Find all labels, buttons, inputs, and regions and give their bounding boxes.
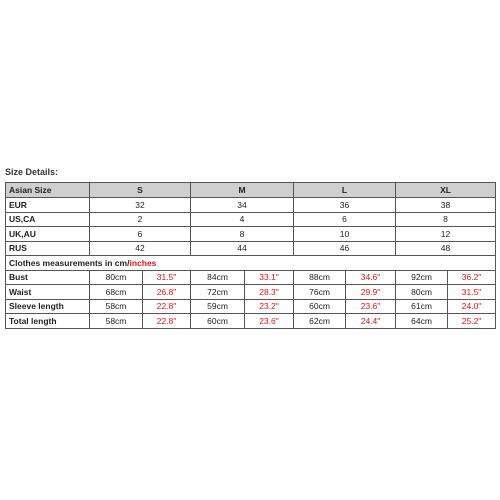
table-cell-cm: 72cm (191, 285, 245, 300)
header-label: Asian Size (6, 183, 90, 198)
table-cell-inch: 24.4" (346, 314, 396, 329)
table-cell: 8 (396, 212, 496, 227)
table-cell: 44 (191, 241, 294, 256)
row-label-eur: EUR (6, 198, 90, 213)
table-cell-inch: 26.8" (143, 285, 191, 300)
row-label-us-ca: US,CA (6, 212, 90, 227)
table-cell: 10 (294, 227, 396, 242)
table-cell: 6 (294, 212, 396, 227)
size-header-xl: XL (396, 183, 496, 198)
row-label-sleeve-length: Sleeve length (6, 299, 90, 314)
measurements-title-prefix: Clothes measurements in cm/ (9, 257, 130, 268)
table-cell-cm: 80cm (90, 270, 143, 285)
table-cell: 4 (191, 212, 294, 227)
table-cell-inch: 34.6" (346, 270, 396, 285)
table-cell: 48 (396, 241, 496, 256)
table-cell-cm: 59cm (191, 299, 245, 314)
table-row (6, 299, 496, 314)
table-row (6, 241, 496, 256)
table-cell: 8 (191, 227, 294, 242)
table-row (6, 270, 496, 285)
table-cell-inch: 31.5" (143, 270, 191, 285)
table-cell-cm: 80cm (396, 285, 448, 300)
row-label-bust: Bust (6, 270, 90, 285)
table-row (6, 227, 496, 242)
row-label-total-length: Total length (6, 314, 90, 329)
row-label-uk-au: UK,AU (6, 227, 90, 242)
table-cell: 34 (191, 198, 294, 213)
table-cell-inch: 23.6" (346, 299, 396, 314)
table-cell: 12 (396, 227, 496, 242)
table-cell-inch: 23.6" (245, 314, 294, 329)
row-label-rus: RUS (6, 241, 90, 256)
table-row (6, 285, 496, 300)
size-chart-table (5, 182, 496, 329)
table-cell: 6 (90, 227, 191, 242)
table-cell: 32 (90, 198, 191, 213)
table-row (6, 314, 496, 329)
table-cell-cm: 60cm (294, 299, 346, 314)
table-cell: 42 (90, 241, 191, 256)
table-cell-inch: 23.2" (245, 299, 294, 314)
table-row (6, 212, 496, 227)
measurements-title (6, 256, 496, 271)
table-cell-inch: 36.2" (448, 270, 496, 285)
table-cell: 38 (396, 198, 496, 213)
size-header-m: M (191, 183, 294, 198)
size-header-l: L (294, 183, 396, 198)
table-cell-cm: 61cm (396, 299, 448, 314)
row-label-waist: Waist (6, 285, 90, 300)
page-title: Size Details: (5, 167, 59, 177)
table-header-row (6, 183, 496, 198)
table-cell: 2 (90, 212, 191, 227)
table-cell-inch: 29.9" (346, 285, 396, 300)
measurements-title-suffix: inches (129, 257, 157, 268)
table-cell-cm: 60cm (191, 314, 245, 329)
table-cell-inch: 31.5" (448, 285, 496, 300)
table-cell: 46 (294, 241, 396, 256)
table-cell-cm: 58cm (90, 314, 143, 329)
table-cell-cm: 62cm (294, 314, 346, 329)
table-cell-cm: 68cm (90, 285, 143, 300)
table-cell-cm: 84cm (191, 270, 245, 285)
table-cell-cm: 76cm (294, 285, 346, 300)
table-cell-inch: 25.2" (448, 314, 496, 329)
measurements-title-row (6, 256, 496, 271)
table-cell: 36 (294, 198, 396, 213)
table-row (6, 198, 496, 213)
table-cell-inch: 28.3" (245, 285, 294, 300)
table-cell-inch: 22.8" (143, 299, 191, 314)
table-cell-inch: 24.0" (448, 299, 496, 314)
size-header-s: S (90, 183, 191, 198)
table-cell-inch: 22.8" (143, 314, 191, 329)
table-cell-cm: 88cm (294, 270, 346, 285)
table-cell-cm: 64cm (396, 314, 448, 329)
table-cell-cm: 58cm (90, 299, 143, 314)
table-cell-inch: 33.1" (245, 270, 294, 285)
table-cell-cm: 92cm (396, 270, 448, 285)
